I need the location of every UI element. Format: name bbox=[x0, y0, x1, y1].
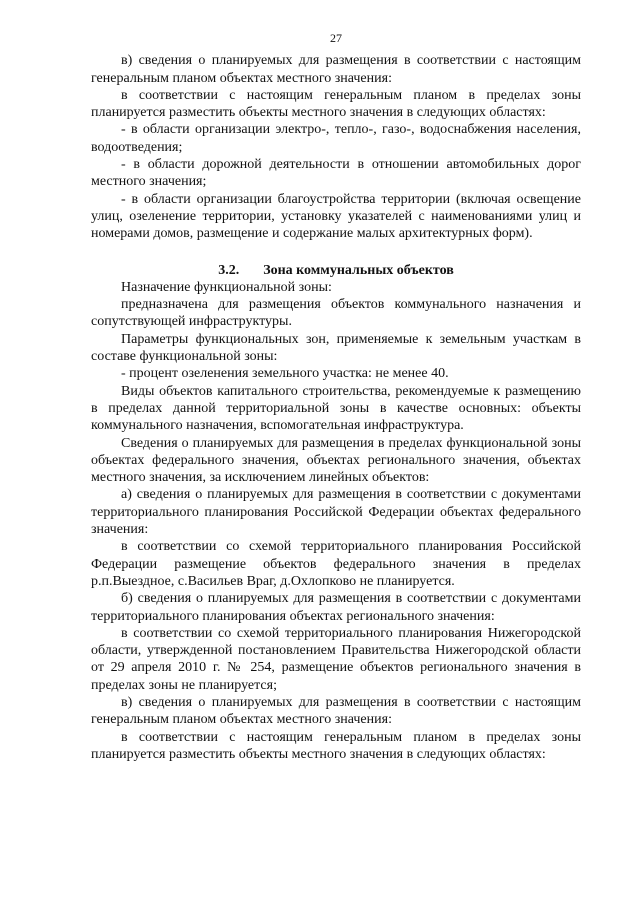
document-page bbox=[91, 30, 581, 763]
list-item: - процент озеленения земельного участка: не менее 40. bbox=[121, 366, 449, 382]
page-number: 27 bbox=[330, 31, 342, 45]
section-title: Зона коммунальных объектов bbox=[263, 262, 454, 278]
paragraph: Сведения о планируемых для размещения в пределах функциональной зоны объектах федерального значения, объектах регионального значения, объектах местного значения, за исключением линейных объектов: bbox=[91, 435, 581, 486]
paragraph: Виды объектов капитального строительства, рекомендуемые к размещению в пределах данной территориальной зоны в качестве основных: объекты коммунального назначения, вспомогательная инфраструктура. bbox=[91, 383, 581, 434]
paragraph: в соответствии с настоящим генеральным планом в пределах зоны планируется разместить объекты местного значения в следующих областях: bbox=[91, 729, 581, 762]
paragraph: в соответствии со схемой территориального планирования Нижегородской области, утвержденной постановлением Правительства Нижегородской области от 29 апреля 2010 г. № 254, размещение объектов регионального значения в пределах зоны не планируется; bbox=[91, 625, 581, 693]
paragraph: в) сведения о планируемых для размещения в соответствии с настоящим генеральным планом объектах местного значения: bbox=[91, 53, 581, 86]
paragraph: Параметры функциональных зон, применяемые к земельным участкам в составе функциональной зоны: bbox=[91, 331, 581, 365]
list-item: - в области организации электро-, тепло-, газо-, водоснабжения населения, водоотведения; bbox=[91, 122, 581, 155]
paragraph: предназначена для размещения объектов коммунального назначения и сопутствующей инфраструктуры. bbox=[91, 297, 581, 330]
list-item: - в области организации благоустройства территории (включая освещение улиц, озеленение территории, установку указателей с наименованиями улиц и номерами домов, размещение и содержание малых архитектурных форм). bbox=[91, 191, 581, 242]
paragraph: в соответствии с настоящим генеральным планом в пределах зоны планируется разместить объекты местного значения в следующих областях: bbox=[91, 87, 581, 121]
paragraph: в) сведения о планируемых для размещения в соответствии с настоящим генеральным планом объектах местного значения: bbox=[91, 694, 581, 728]
list-item: - в области дорожной деятельности в отношении автомобильных дорог местного значения; bbox=[91, 157, 581, 190]
paragraph: а) сведения о планируемых для размещения в соответствии с документами территориального планирования Российской Федерации объектах федерального значения: bbox=[91, 487, 581, 538]
section-heading bbox=[91, 262, 581, 279]
section-number: 3.2. bbox=[218, 262, 240, 278]
paragraph: в соответствии со схемой территориального планирования Российской Федерации размещение объектов федерального значения в пределах р.п.Выездное, с.Васильев Враг, д.Охлопково не планируется. bbox=[91, 539, 581, 589]
paragraph: б) сведения о планируемых для размещения в соответствии с документами территориального планирования объектах регионального значения: bbox=[91, 591, 581, 624]
paragraph: Назначение функциональной зоны: bbox=[121, 279, 332, 295]
